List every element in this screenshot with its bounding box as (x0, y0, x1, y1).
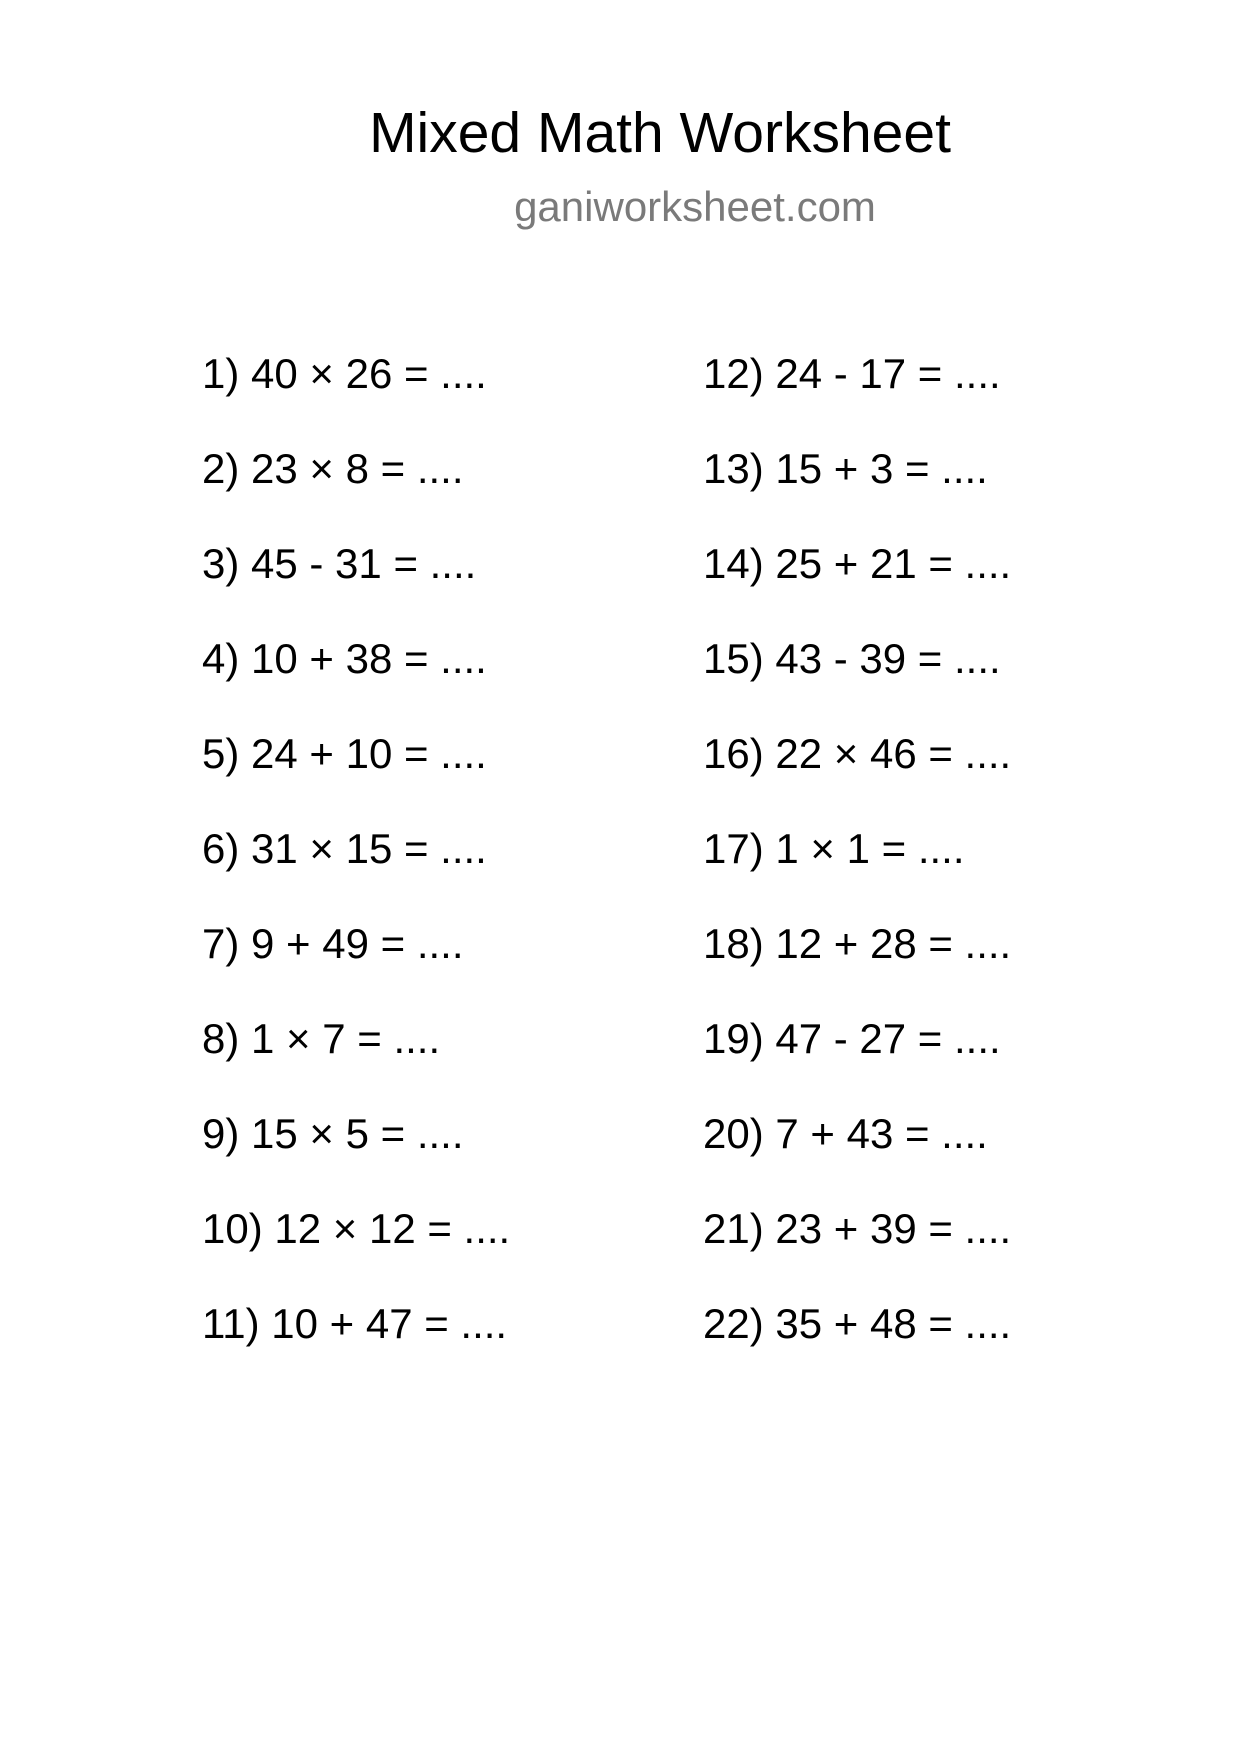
problem-21: 21) 23 + 39 = .... (703, 1205, 1012, 1252)
problem-12: 12) 24 - 17 = .... (703, 350, 1001, 397)
problem-8: 8) 1 × 7 = .... (202, 1015, 441, 1062)
problem-13: 13) 15 + 3 = .... (703, 445, 988, 492)
problem-15: 15) 43 - 39 = .... (703, 635, 1001, 682)
problem-7: 7) 9 + 49 = .... (202, 920, 464, 967)
problem-11: 11) 10 + 47 = .... (202, 1300, 508, 1347)
problem-6: 6) 31 × 15 = .... (202, 825, 487, 872)
worksheet-title: Mixed Math Worksheet (369, 101, 951, 165)
problem-19: 19) 47 - 27 = .... (703, 1015, 1001, 1062)
problem-14: 14) 25 + 21 = .... (703, 540, 1012, 587)
problem-2: 2) 23 × 8 = .... (202, 445, 464, 492)
problem-10: 10) 12 × 12 = .... (202, 1205, 511, 1252)
problem-22: 22) 35 + 48 = .... (703, 1300, 1012, 1347)
problem-column-right (703, 348, 1183, 1393)
problem-16: 16) 22 × 46 = .... (703, 730, 1012, 777)
worksheet-subtitle: ganiworksheet.com (514, 183, 876, 230)
problem-column-left (202, 348, 682, 1393)
problem-20: 20) 7 + 43 = .... (703, 1110, 988, 1157)
problem-9: 9) 15 × 5 = .... (202, 1110, 464, 1157)
problem-18: 18) 12 + 28 = .... (703, 920, 1012, 967)
problem-1: 1) 40 × 26 = .... (202, 350, 487, 397)
problem-5: 5) 24 + 10 = .... (202, 730, 487, 777)
problem-4: 4) 10 + 38 = .... (202, 635, 487, 682)
problem-17: 17) 1 × 1 = .... (703, 825, 965, 872)
problem-3: 3) 45 - 31 = .... (202, 540, 477, 587)
